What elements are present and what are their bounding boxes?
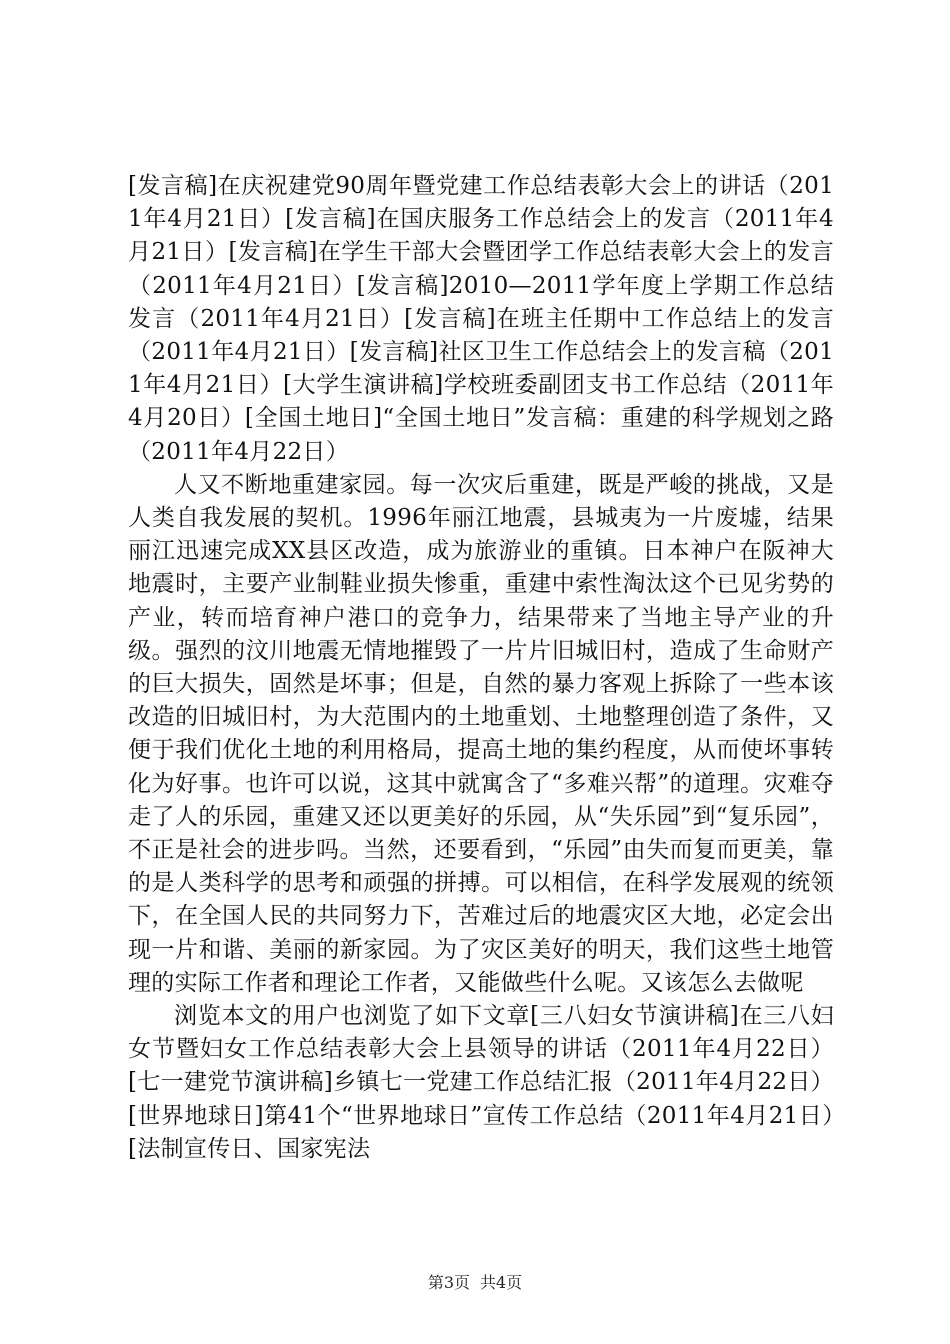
paragraph-related-articles: 浏览本文的用户也浏览了如下文章[三八妇女节演讲稿]在三八妇女节暨妇女工作总结表彰大会上县领导的讲话（2011年4月22日）[七一建党节演讲稿]乡镇七一党建工作总结汇报（2011年4月22日）[世界地球日]第41个“世界地球日”宣传工作总结（2011年4月21日）[法制宣传日、国家宪法 — [128, 1003, 834, 1162]
page-total: 共4页 — [480, 1273, 523, 1292]
paragraph-article-list: [发言稿]在庆祝建党90周年暨党建工作总结表彰大会上的讲话（2011年4月21日）[发言稿]在国庆服务工作总结会上的发言（2011年4月21日）[发言稿]在学生干部大会暨团学工作总结表彰大会上的发言（2011年4月21日）[发言稿]2010—2011学年度上学期工作总结发言（2011年4月21日）[发言稿]在班主任期中工作总结上的发言（2011年4月21日）[发言稿]社区卫生工作总结会上的发言稿（2011年4月21日）[大学生演讲稿]学校班委副团支书工作总结（2011年4月20日）[全国土地日]“全国土地日”发言稿：重建的科学规划之路（2011年4月22日） — [128, 173, 834, 465]
document-body — [128, 170, 834, 1166]
page-footer — [0, 1270, 950, 1293]
paragraph-reconstruction: 人又不断地重建家园。每一次灾后重建，既是严峻的挑战，又是人类自我发展的契机。1996年丽江地震，县城夷为一片废墟，结果丽江迅速完成XX县区改造，成为旅游业的重镇。日本神户在阪神大地震时，主要产业制鞋业损失惨重，重建中索性淘汰这个已见劣势的产业，转而培育神户港口的竞争力，结果带来了当地主导产业的升级。强烈的汶川地震无情地摧毁了一片片旧城旧村，造成了生命财产的巨大损失，固然是坏事；但是，自然的暴力客观上拆除了一些本该改造的旧城旧村，为大范围内的土地重划、土地整理创造了条件，又便于我们优化土地的利用格局，提高土地的集约程度，从而使坏事转化为好事。也许可以说，这其中就寓含了“多难兴帮”的道理。灾难夺走了人的乐园，重建又还以更美好的乐园，从“失乐园”到“复乐园”，不正是社会的进步吗。当然，还要看到，“乐园”由失而复而更美，靠的是人类科学的思考和顽强的拼搏。可以相信，在科学发展观的统领下，在全国人民的共同努力下，苦难过后的地震灾区大地，必定会出现一片和谐、美丽的新家园。为了灾区美好的明天，我们这些土地管理的实际工作者和理论工作者，又能做些什么呢。又该怎么去做呢 — [128, 471, 834, 996]
page-number: 第3页 — [427, 1273, 470, 1292]
